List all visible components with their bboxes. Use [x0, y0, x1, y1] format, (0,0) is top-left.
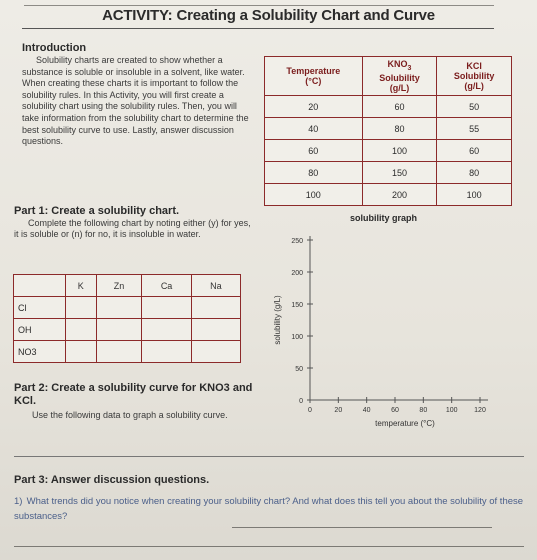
- x-tick-label: 80: [419, 407, 428, 414]
- answer-cell[interactable]: [66, 319, 97, 341]
- part1-heading: Part 1: Create a solubility chart.: [14, 205, 180, 217]
- section-rule: [14, 456, 524, 457]
- y-tick-label: 100: [291, 334, 303, 341]
- cell-kno3: 100: [362, 140, 437, 162]
- cell-kcl: 100: [437, 184, 512, 206]
- col-na: Na: [191, 275, 240, 297]
- x-tick-label: 20: [334, 407, 343, 414]
- y-tick-label: 250: [291, 238, 303, 245]
- row-label-oh: OH: [14, 319, 66, 341]
- table-row: [14, 319, 241, 341]
- part1-text: Complete the following chart by noting either (y) for yes, it is soluble or (n) for no, it is insoluble in water.: [14, 218, 251, 239]
- header-temperature: Temperature (°C): [265, 57, 363, 96]
- part1-paragraph: [14, 218, 254, 240]
- col-k: K: [66, 275, 97, 297]
- question-number: 1): [14, 496, 23, 507]
- cell-kcl: 55: [437, 118, 512, 140]
- answer-cell[interactable]: [191, 319, 240, 341]
- part2-paragraph: [14, 410, 254, 421]
- col-zn: Zn: [96, 275, 142, 297]
- solubility-chart-table: [13, 274, 241, 363]
- y-tick-label: 200: [291, 270, 303, 277]
- y-tick-label: 0: [299, 398, 303, 405]
- answer-cell[interactable]: [191, 341, 240, 363]
- x-tick-label: 60: [391, 407, 399, 414]
- table-row: [265, 140, 512, 162]
- answer-line[interactable]: [232, 527, 492, 528]
- cell-kcl: 80: [437, 162, 512, 184]
- y-tick-label: 150: [291, 302, 303, 309]
- corner-cell: [14, 275, 66, 297]
- intro-paragraph: [22, 55, 250, 148]
- intro-heading: Introduction: [22, 42, 87, 54]
- header-kcl: KCl Solubility (g/L): [437, 57, 512, 96]
- cell-kno3: 150: [362, 162, 437, 184]
- answer-cell[interactable]: [96, 341, 142, 363]
- answer-cell[interactable]: [142, 319, 191, 341]
- solubility-data-table: [264, 56, 512, 206]
- table-row: [265, 118, 512, 140]
- question-1: [14, 494, 524, 524]
- table-row: [14, 341, 241, 363]
- part2-text: Use the following data to graph a solubility curve.: [32, 410, 228, 420]
- answer-line[interactable]: [14, 546, 524, 547]
- part2-heading: Part 2: Create a solubility curve for KNO3 and KCl.: [14, 382, 253, 407]
- x-tick-label: 40: [362, 407, 371, 414]
- x-tick-label: 100: [445, 407, 458, 414]
- answer-cell[interactable]: [96, 297, 142, 319]
- cell-kno3: 60: [362, 96, 437, 118]
- table-row: [265, 96, 512, 118]
- table-row: [14, 297, 241, 319]
- col-ca: Ca: [142, 275, 191, 297]
- worksheet-title: ACTIVITY: Creating a Solubility Chart and Curve: [102, 7, 435, 24]
- answer-cell[interactable]: [96, 319, 142, 341]
- cell-kno3: 200: [362, 184, 437, 206]
- answer-cell[interactable]: [66, 341, 97, 363]
- cell-kcl: 50: [437, 96, 512, 118]
- header-kno3: $KNO_3$ Solubility (g/L): [362, 57, 437, 96]
- cell-temp: 20: [265, 96, 363, 118]
- top-rule: [24, 5, 494, 6]
- x-tick-label: 0: [308, 407, 312, 414]
- cell-temp: 100: [265, 184, 363, 206]
- y-axis-label: solubility (g/L): [273, 295, 282, 345]
- graph-title: solubility graph: [350, 213, 418, 223]
- answer-cell[interactable]: [191, 297, 240, 319]
- cell-temp: 80: [265, 162, 363, 184]
- cell-temp: 40: [265, 118, 363, 140]
- answer-cell[interactable]: [142, 341, 191, 363]
- x-tick-label: 120: [474, 407, 486, 414]
- cell-kcl: 60: [437, 140, 512, 162]
- row-label-no3: NO3: [14, 341, 66, 363]
- question-text: What trends did you notice when creating your solubility chart? And what does this tell you about the solubility of these substances?: [14, 496, 524, 522]
- row-label-cl: Cl: [14, 297, 66, 319]
- table-row: [265, 184, 512, 206]
- answer-cell[interactable]: [66, 297, 97, 319]
- cell-kno3: 80: [362, 118, 437, 140]
- intro-text: Solubility charts are created to show whether a substance is soluble or insoluble in a solvent, like water. When creating these charts it is important to follow the solubility rules. In this Activity, you will first create a solubility chart using the solubility rules. Then, you will take information from the solubility chart to determine the best solubility curve to use. Lastly, answer discussion questions.: [22, 55, 249, 147]
- table-row: [265, 162, 512, 184]
- cell-temp: 60: [265, 140, 363, 162]
- y-tick-label: 50: [295, 366, 303, 373]
- part3-heading: Part 3: Answer discussion questions.: [14, 474, 210, 486]
- solubility-graph[interactable]: [255, 222, 495, 437]
- answer-cell[interactable]: [142, 297, 191, 319]
- title-rule: [22, 28, 494, 29]
- x-axis-label: temperature (°C): [375, 419, 435, 428]
